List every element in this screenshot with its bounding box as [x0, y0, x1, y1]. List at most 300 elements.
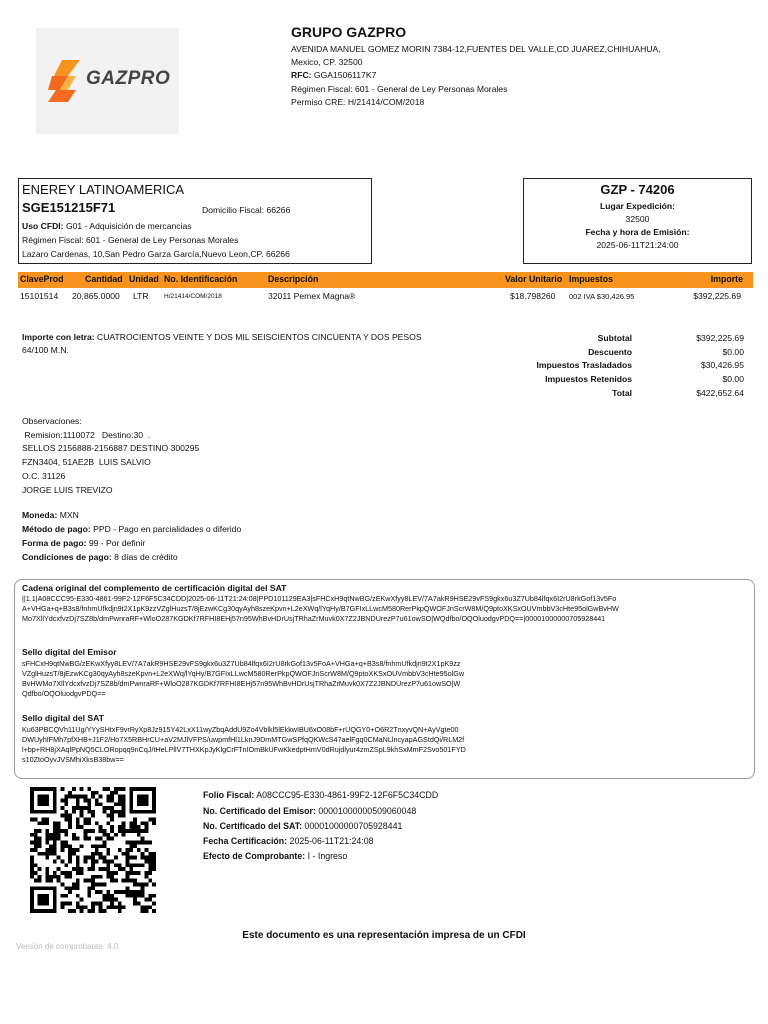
observaciones-line: SELLOS 2156888-2156887 DESTINO 300295 — [22, 443, 200, 453]
qr-module — [68, 795, 72, 799]
qr-module — [30, 909, 34, 913]
qr-module — [145, 825, 149, 829]
qr-module — [145, 802, 149, 806]
qr-module — [45, 879, 49, 883]
sello-emisor-text — [22, 659, 742, 699]
qr-module — [122, 802, 126, 806]
client-regimen: Régimen Fiscal: 601 - General de Ley Personas Morales — [22, 235, 239, 245]
client-uso-label: Uso CFDI: — [22, 221, 64, 231]
qr-module — [106, 806, 110, 810]
qr-module — [57, 825, 61, 829]
qr-module — [145, 829, 149, 833]
qr-module — [53, 840, 57, 844]
qr-module — [145, 795, 149, 799]
qr-module — [122, 814, 126, 818]
qr-module — [64, 833, 68, 837]
qr-module — [53, 791, 57, 795]
qr-module — [45, 787, 49, 791]
cert-emisor-value: 00001000000509060048 — [318, 806, 417, 816]
qr-module — [38, 787, 42, 791]
cadena-original-title: Cadena original del complemento de certificación digital del SAT — [22, 583, 287, 593]
qr-module — [137, 882, 141, 886]
qr-module — [141, 821, 145, 825]
qr-module — [45, 902, 49, 906]
qr-module — [91, 867, 95, 871]
qr-module — [122, 852, 126, 856]
qr-module — [53, 871, 57, 875]
qr-module — [95, 860, 99, 864]
qr-module — [87, 806, 91, 810]
qr-module — [68, 856, 72, 860]
qr-module — [38, 840, 42, 844]
qr-module — [103, 833, 107, 837]
qr-module — [72, 852, 76, 856]
qr-module — [152, 818, 156, 822]
qr-module — [49, 848, 53, 852]
qr-module — [72, 867, 76, 871]
qr-module — [129, 829, 133, 833]
qr-module — [106, 852, 110, 856]
qr-module — [80, 806, 84, 810]
qr-module — [38, 810, 42, 814]
qr-module — [87, 909, 91, 913]
qr-module — [129, 871, 133, 875]
col-impuestos: Impuestos — [569, 274, 613, 284]
qr-module — [38, 886, 42, 890]
qr-module — [83, 821, 87, 825]
folio-number: GZP - 74206 — [600, 182, 675, 197]
qr-module — [122, 867, 126, 871]
col-importe: Importe — [710, 274, 743, 284]
client-uso-value: G01 - Adquisición de mercancias — [65, 221, 192, 231]
qr-module — [76, 867, 80, 871]
qr-module — [141, 798, 145, 802]
qr-module — [122, 798, 126, 802]
cell-descripcion: 32011 Pemex Magna® — [268, 291, 356, 301]
qr-module — [106, 905, 110, 909]
qr-module — [76, 818, 80, 822]
qr-module — [68, 875, 72, 879]
qr-module — [41, 795, 45, 799]
metodo-pago-value: PPD - Pago en parcialidades o diferido — [93, 524, 242, 534]
qr-module — [106, 814, 110, 818]
moneda-value: MXN — [59, 510, 79, 520]
qr-module — [64, 810, 68, 814]
qr-module — [106, 848, 110, 852]
qr-module — [64, 894, 68, 898]
qr-module — [106, 833, 110, 837]
qr-module — [45, 833, 49, 837]
qr-module — [91, 875, 95, 879]
qr-module — [53, 787, 57, 791]
qr-module — [114, 879, 118, 883]
qr-module — [76, 795, 80, 799]
qr-module — [45, 867, 49, 871]
qr-module — [114, 791, 118, 795]
qr-module — [137, 890, 141, 894]
qr-module — [106, 821, 110, 825]
qr-module — [53, 909, 57, 913]
qr-module — [141, 882, 145, 886]
qr-module — [137, 825, 141, 829]
qr-module — [152, 894, 156, 898]
col-descripcion: Descripción — [268, 274, 319, 284]
qr-module — [118, 802, 122, 806]
qr-module — [87, 890, 91, 894]
qr-module — [91, 863, 95, 867]
qr-module — [106, 787, 110, 791]
qr-module — [83, 795, 87, 799]
fecha-value: 2025-06-11T21:24:00 — [596, 240, 679, 250]
importe-letra-label: Importe con letra: — [22, 332, 95, 342]
qr-module — [148, 810, 152, 814]
trasladados-value: $30,426.95 — [700, 360, 744, 370]
qr-module — [95, 902, 99, 906]
qr-module — [122, 787, 126, 791]
qr-module — [148, 840, 152, 844]
qr-module — [106, 798, 110, 802]
qr-module — [72, 886, 76, 890]
qr-module — [110, 879, 114, 883]
qr-module — [64, 818, 68, 822]
qr-module — [122, 810, 126, 814]
qr-module — [30, 840, 34, 844]
cell-cantidad: 20,865.0000 — [72, 291, 120, 301]
qr-module — [76, 806, 80, 810]
qr-module — [110, 818, 114, 822]
qr-module — [34, 886, 38, 890]
subtotal-label: Subtotal — [597, 333, 632, 343]
qr-module — [53, 852, 57, 856]
qr-module — [61, 860, 65, 864]
cadena-line: Mo7XllYdcxfvzDj7SZ8b/dmPwnraRF+WloO287KGDKf7RFHI8EHj57n95WhBvHDrUsjTRhaZrMuvk0X7Z2JBNDUrezP7u61owSO|WQdfbo/OQOluodgvPDQ==|00001000000705928441 — [22, 614, 606, 623]
qr-module — [53, 860, 57, 864]
qr-module — [152, 787, 156, 791]
qr-module — [30, 875, 34, 879]
qr-module — [87, 886, 91, 890]
qr-module — [53, 806, 57, 810]
qr-module — [61, 882, 65, 886]
qr-module — [38, 898, 42, 902]
qr-module — [30, 871, 34, 875]
qr-module — [141, 810, 145, 814]
qr-module — [141, 829, 145, 833]
qr-module — [83, 905, 87, 909]
qr-module — [38, 894, 42, 898]
qr-module — [91, 886, 95, 890]
qr-module — [125, 860, 129, 864]
qr-module — [125, 829, 129, 833]
qr-module — [145, 810, 149, 814]
client-rfc: SGE151215F71 — [22, 200, 116, 215]
total-label: Total — [612, 388, 632, 398]
sello-emisor-line: VZglHuzsT/8jEzwKCg30qyAyh8szeKpvn+L2eXWq/lYqHy/B7GFIxLLwcM580RerPkpQWOFJnScrW8M/Q9ptoXKSxOUVmbbV3cHte95olGw — [22, 669, 465, 678]
qr-module — [30, 787, 34, 791]
qr-module — [91, 902, 95, 906]
qr-module — [122, 829, 126, 833]
qr-module — [41, 902, 45, 906]
qr-module — [45, 898, 49, 902]
observaciones-line: O.C. 31126 — [22, 471, 66, 481]
qr-module — [95, 821, 99, 825]
qr-module — [110, 902, 114, 906]
qr-module — [41, 798, 45, 802]
qr-module — [53, 848, 57, 852]
qr-module — [133, 825, 137, 829]
qr-module — [141, 837, 145, 841]
qr-module — [141, 787, 145, 791]
qr-module — [30, 867, 34, 871]
qr-module — [118, 863, 122, 867]
qr-module — [125, 871, 129, 875]
qr-module — [129, 798, 133, 802]
qr-module — [64, 814, 68, 818]
qr-module — [76, 802, 80, 806]
qr-module — [61, 902, 65, 906]
qr-module — [38, 802, 42, 806]
qr-module — [145, 840, 149, 844]
sello-emisor-title: Sello digital del Emisor — [22, 647, 117, 657]
qr-module — [99, 802, 103, 806]
qr-module — [148, 787, 152, 791]
qr-module — [76, 798, 80, 802]
qr-module — [61, 905, 65, 909]
qr-module — [87, 802, 91, 806]
cell-valor-unitario: $18.798260 — [510, 291, 556, 301]
qr-module — [61, 798, 65, 802]
qr-module — [137, 871, 141, 875]
qr-module — [103, 810, 107, 814]
qr-module — [129, 810, 133, 814]
qr-module — [114, 905, 118, 909]
qr-module — [145, 821, 149, 825]
qr-module — [129, 787, 133, 791]
qr-module — [141, 909, 145, 913]
importe-letra-line-2: 64/100 M.N. — [22, 345, 69, 355]
descuento-value: $0.00 — [722, 347, 744, 357]
qr-module — [68, 886, 72, 890]
qr-module — [129, 791, 133, 795]
qr-module — [141, 863, 145, 867]
qr-module — [64, 798, 68, 802]
qr-module — [61, 806, 65, 810]
qr-module — [99, 890, 103, 894]
qr-module — [80, 871, 84, 875]
qr-module — [125, 856, 129, 860]
qr-module — [80, 867, 84, 871]
col-valor-unitario: Valor Unitario — [505, 274, 563, 284]
qr-module — [30, 886, 34, 890]
qr-module — [80, 795, 84, 799]
cert-emisor-label: No. Certificado del Emisor: — [203, 806, 316, 816]
qr-module — [76, 886, 80, 890]
qr-module — [91, 905, 95, 909]
sello-sat-line: l+bp+RH8jXAqlPpNQ5CLORopqq9nCqJ/tHeLPllV7THXKpJyKlgCrFTnIOmBkUFwKkedptHmV0dRujdlyur4zmZSpL9khSxMmF2Svo501FYD — [22, 745, 466, 754]
qr-module — [72, 833, 76, 837]
qr-module — [141, 886, 145, 890]
qr-module — [99, 837, 103, 841]
qr-module — [152, 798, 156, 802]
qr-module — [152, 795, 156, 799]
qr-module — [61, 848, 65, 852]
qr-module — [45, 856, 49, 860]
observaciones-line: Remision:1110072 Destino:30 . — [22, 430, 151, 440]
qr-module — [106, 795, 110, 799]
qr-module — [76, 882, 80, 886]
qr-module — [118, 848, 122, 852]
qr-module — [106, 898, 110, 902]
qr-module — [87, 894, 91, 898]
cadena-line: A+VHGa+q+B3s8/fnhmUfkdjn9t2X1pK9zzVZglHuzsT/8jEzwKCg30qyAyh8szeKpvn+L2eXWq/lYqHy/B7GFIxLLwcM580RerPkpQWOFJnScrW8M/Q9ptoXKSxOUVmbbV3cHte95olGwBvHW — [22, 604, 619, 613]
trasladados-label: Impuestos Trasladados — [536, 360, 632, 370]
qr-module — [38, 902, 42, 906]
metodo-pago-label: Método de pago: — [22, 524, 91, 534]
qr-module — [41, 787, 45, 791]
qr-module — [45, 894, 49, 898]
qr-module — [57, 875, 61, 879]
qr-module — [103, 882, 107, 886]
qr-module — [114, 898, 118, 902]
moneda-label: Moneda: — [22, 510, 58, 520]
retenidos-label: Impuestos Retenidos — [545, 374, 632, 384]
qr-module — [99, 867, 103, 871]
qr-module — [145, 856, 149, 860]
qr-module — [122, 825, 126, 829]
qr-module — [148, 860, 152, 864]
qr-module — [137, 829, 141, 833]
qr-module — [57, 829, 61, 833]
qr-module — [152, 867, 156, 871]
qr-module — [95, 882, 99, 886]
qr-module — [91, 860, 95, 864]
qr-module — [129, 879, 133, 883]
qr-module — [145, 875, 149, 879]
cert-sat-label: No. Certificado del SAT: — [203, 821, 303, 831]
qr-module — [99, 909, 103, 913]
qr-module — [95, 837, 99, 841]
qr-module — [45, 886, 49, 890]
qr-module — [125, 875, 129, 879]
qr-module — [91, 909, 95, 913]
qr-module — [125, 848, 129, 852]
importe-letra — [22, 332, 462, 355]
qr-module — [87, 810, 91, 814]
qr-module — [49, 886, 53, 890]
qr-module — [53, 810, 57, 814]
qr-module — [99, 825, 103, 829]
qr-module — [80, 825, 84, 829]
qr-module — [148, 894, 152, 898]
qr-module — [152, 810, 156, 814]
issuer-rfc — [291, 70, 376, 80]
qr-module — [106, 890, 110, 894]
qr-module — [122, 833, 126, 837]
folio-fiscal-label: Folio Fiscal: — [203, 790, 255, 800]
qr-module — [103, 894, 107, 898]
qr-module — [125, 852, 129, 856]
col-unidad: Unidad — [129, 274, 159, 284]
qr-module — [133, 902, 137, 906]
qr-module — [87, 821, 91, 825]
qr-module — [38, 798, 42, 802]
issuer-regimen: Régimen Fiscal: 601 - General de Ley Personas Morales — [291, 84, 508, 94]
qr-module — [76, 837, 80, 841]
qr-module — [68, 848, 72, 852]
qr-module — [53, 829, 57, 833]
qr-module — [148, 867, 152, 871]
qr-module — [133, 821, 137, 825]
qr-module — [30, 833, 34, 837]
qr-module — [80, 787, 84, 791]
client-uso — [22, 221, 192, 231]
qr-module — [72, 909, 76, 913]
qr-module — [118, 795, 122, 799]
col-cantidad: Cantidad — [85, 274, 123, 284]
qr-module — [68, 791, 72, 795]
qr-module — [133, 856, 137, 860]
qr-module — [133, 879, 137, 883]
qr-module — [45, 818, 49, 822]
qr-module — [30, 863, 34, 867]
qr-module — [114, 802, 118, 806]
qr-module — [76, 905, 80, 909]
qr-module — [103, 840, 107, 844]
condiciones-pago-label: Condiciones de pago: — [22, 552, 112, 562]
folio-box — [523, 178, 752, 264]
qr-module — [137, 810, 141, 814]
qr-module — [57, 879, 61, 883]
qr-module — [68, 902, 72, 906]
qr-module — [30, 798, 34, 802]
sello-sat-line: s10ZtoOyvJVSMhiXksB38bw== — [22, 755, 124, 764]
qr-module — [110, 798, 114, 802]
qr-module — [30, 898, 34, 902]
qr-module — [106, 863, 110, 867]
qr-module — [64, 902, 68, 906]
qr-module — [87, 787, 91, 791]
total-value: $422,652.64 — [696, 388, 744, 398]
qr-module — [148, 852, 152, 856]
qr-module — [129, 848, 133, 852]
qr-module — [68, 909, 72, 913]
qr-module — [83, 798, 87, 802]
qr-module — [125, 886, 129, 890]
qr-module — [41, 898, 45, 902]
qr-module — [152, 909, 156, 913]
qr-module — [91, 814, 95, 818]
qr-module — [129, 890, 133, 894]
qr-module — [64, 875, 68, 879]
qr-module — [95, 875, 99, 879]
qr-module — [45, 837, 49, 841]
qr-module — [137, 795, 141, 799]
qr-module — [53, 833, 57, 837]
qr-module — [68, 852, 72, 856]
qr-module — [91, 791, 95, 795]
qr-module — [106, 894, 110, 898]
qr-module — [148, 898, 152, 902]
qr-module — [87, 837, 91, 841]
qr-module — [118, 814, 122, 818]
qr-module — [133, 863, 137, 867]
issuer-address-2: Mexico, CP. 32500 — [291, 57, 363, 67]
qr-module — [99, 829, 103, 833]
qr-module — [122, 905, 126, 909]
qr-module — [72, 848, 76, 852]
cert-sat-value: 00001000000705928441 — [304, 821, 403, 831]
qr-module — [41, 909, 45, 913]
qr-module — [137, 833, 141, 837]
